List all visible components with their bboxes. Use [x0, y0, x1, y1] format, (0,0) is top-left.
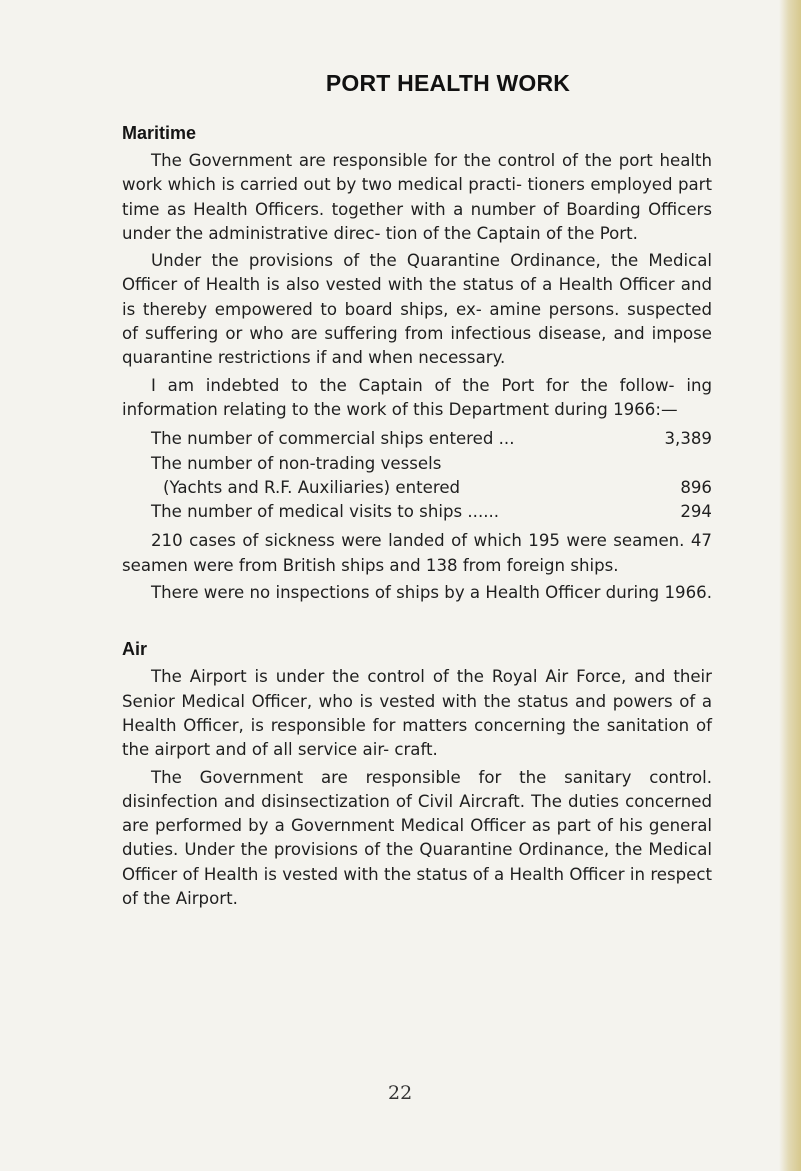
stat-value: 294 [680, 502, 712, 522]
section-maritime [122, 123, 712, 605]
air-paragraph-2: The Government are responsible for the sanitary control. disinfection and disinsectization of Civil Aircraft. The duties concerned are performed by a Government Medical Officer as part of his general duties. Under the provisions of the Quarantine Ordinance, the Medical Officer of Health is vested with the status of a Health Officer in respect of the Airport. [122, 767, 712, 909]
stat-label: The number of medical visits to ships ...... [151, 502, 500, 522]
stat-nontrading-label: The number of non-trading vessels [151, 453, 442, 473]
stat-label: (Yachts and R.F. Auxiliaries) entered [163, 477, 461, 497]
maritime-paragraph-5: There were no inspections of ships by a Health Officer during 1966. [151, 583, 712, 603]
maritime-paragraph-4: 210 cases of sickness were landed of which 195 were seamen. 47 seamen were from British ships and 138 from foreign ships. [122, 531, 712, 575]
maritime-paragraph-1: The Government are responsible for the control of the port health work which is carried out by two medical practi- tioners employed part time as Health Officers. together with a number of Boarding Officers under the administrative direc- tion of the Captain of the Port. [122, 151, 712, 243]
stat-commercial-ships [151, 427, 712, 451]
stat-nontrading-vessels [151, 476, 712, 500]
statistics-list [151, 427, 712, 524]
section-heading-air: Air [122, 639, 148, 660]
maritime-paragraph-2: Under the provisions of the Quarantine Ordinance, the Medical Officer of Health is also vested with the status of a Health Officer and is thereby empowered to board ships, ex- amine persons. suspected of suffering or who are suffering from infectious disease, and impose quarantine restrictions if and when necessary. [122, 251, 712, 368]
page-number: 22 [388, 1082, 413, 1104]
stat-medical-visits [151, 500, 712, 524]
stat-value: 896 [680, 477, 712, 497]
page-edge-shading [779, 0, 801, 1171]
section-heading-maritime: Maritime [122, 123, 197, 143]
document-page [122, 70, 712, 911]
stat-label: The number of commercial ships entered ... [151, 429, 515, 449]
section-air [122, 639, 712, 911]
maritime-paragraph-3: I am indebted to the Captain of the Port for the follow- ing information relating to the work of this Department during 1966:— [122, 375, 712, 419]
stat-value: 3,389 [664, 429, 712, 449]
air-paragraph-1: The Airport is under the control of the Royal Air Force, and their Senior Medical Officer, who is vested with the status and powers of a Health Officer, is responsible for matters concerning the sanitation of the airport and of all service air- craft. [122, 667, 712, 760]
page-title: PORT HEALTH WORK [325, 70, 571, 96]
